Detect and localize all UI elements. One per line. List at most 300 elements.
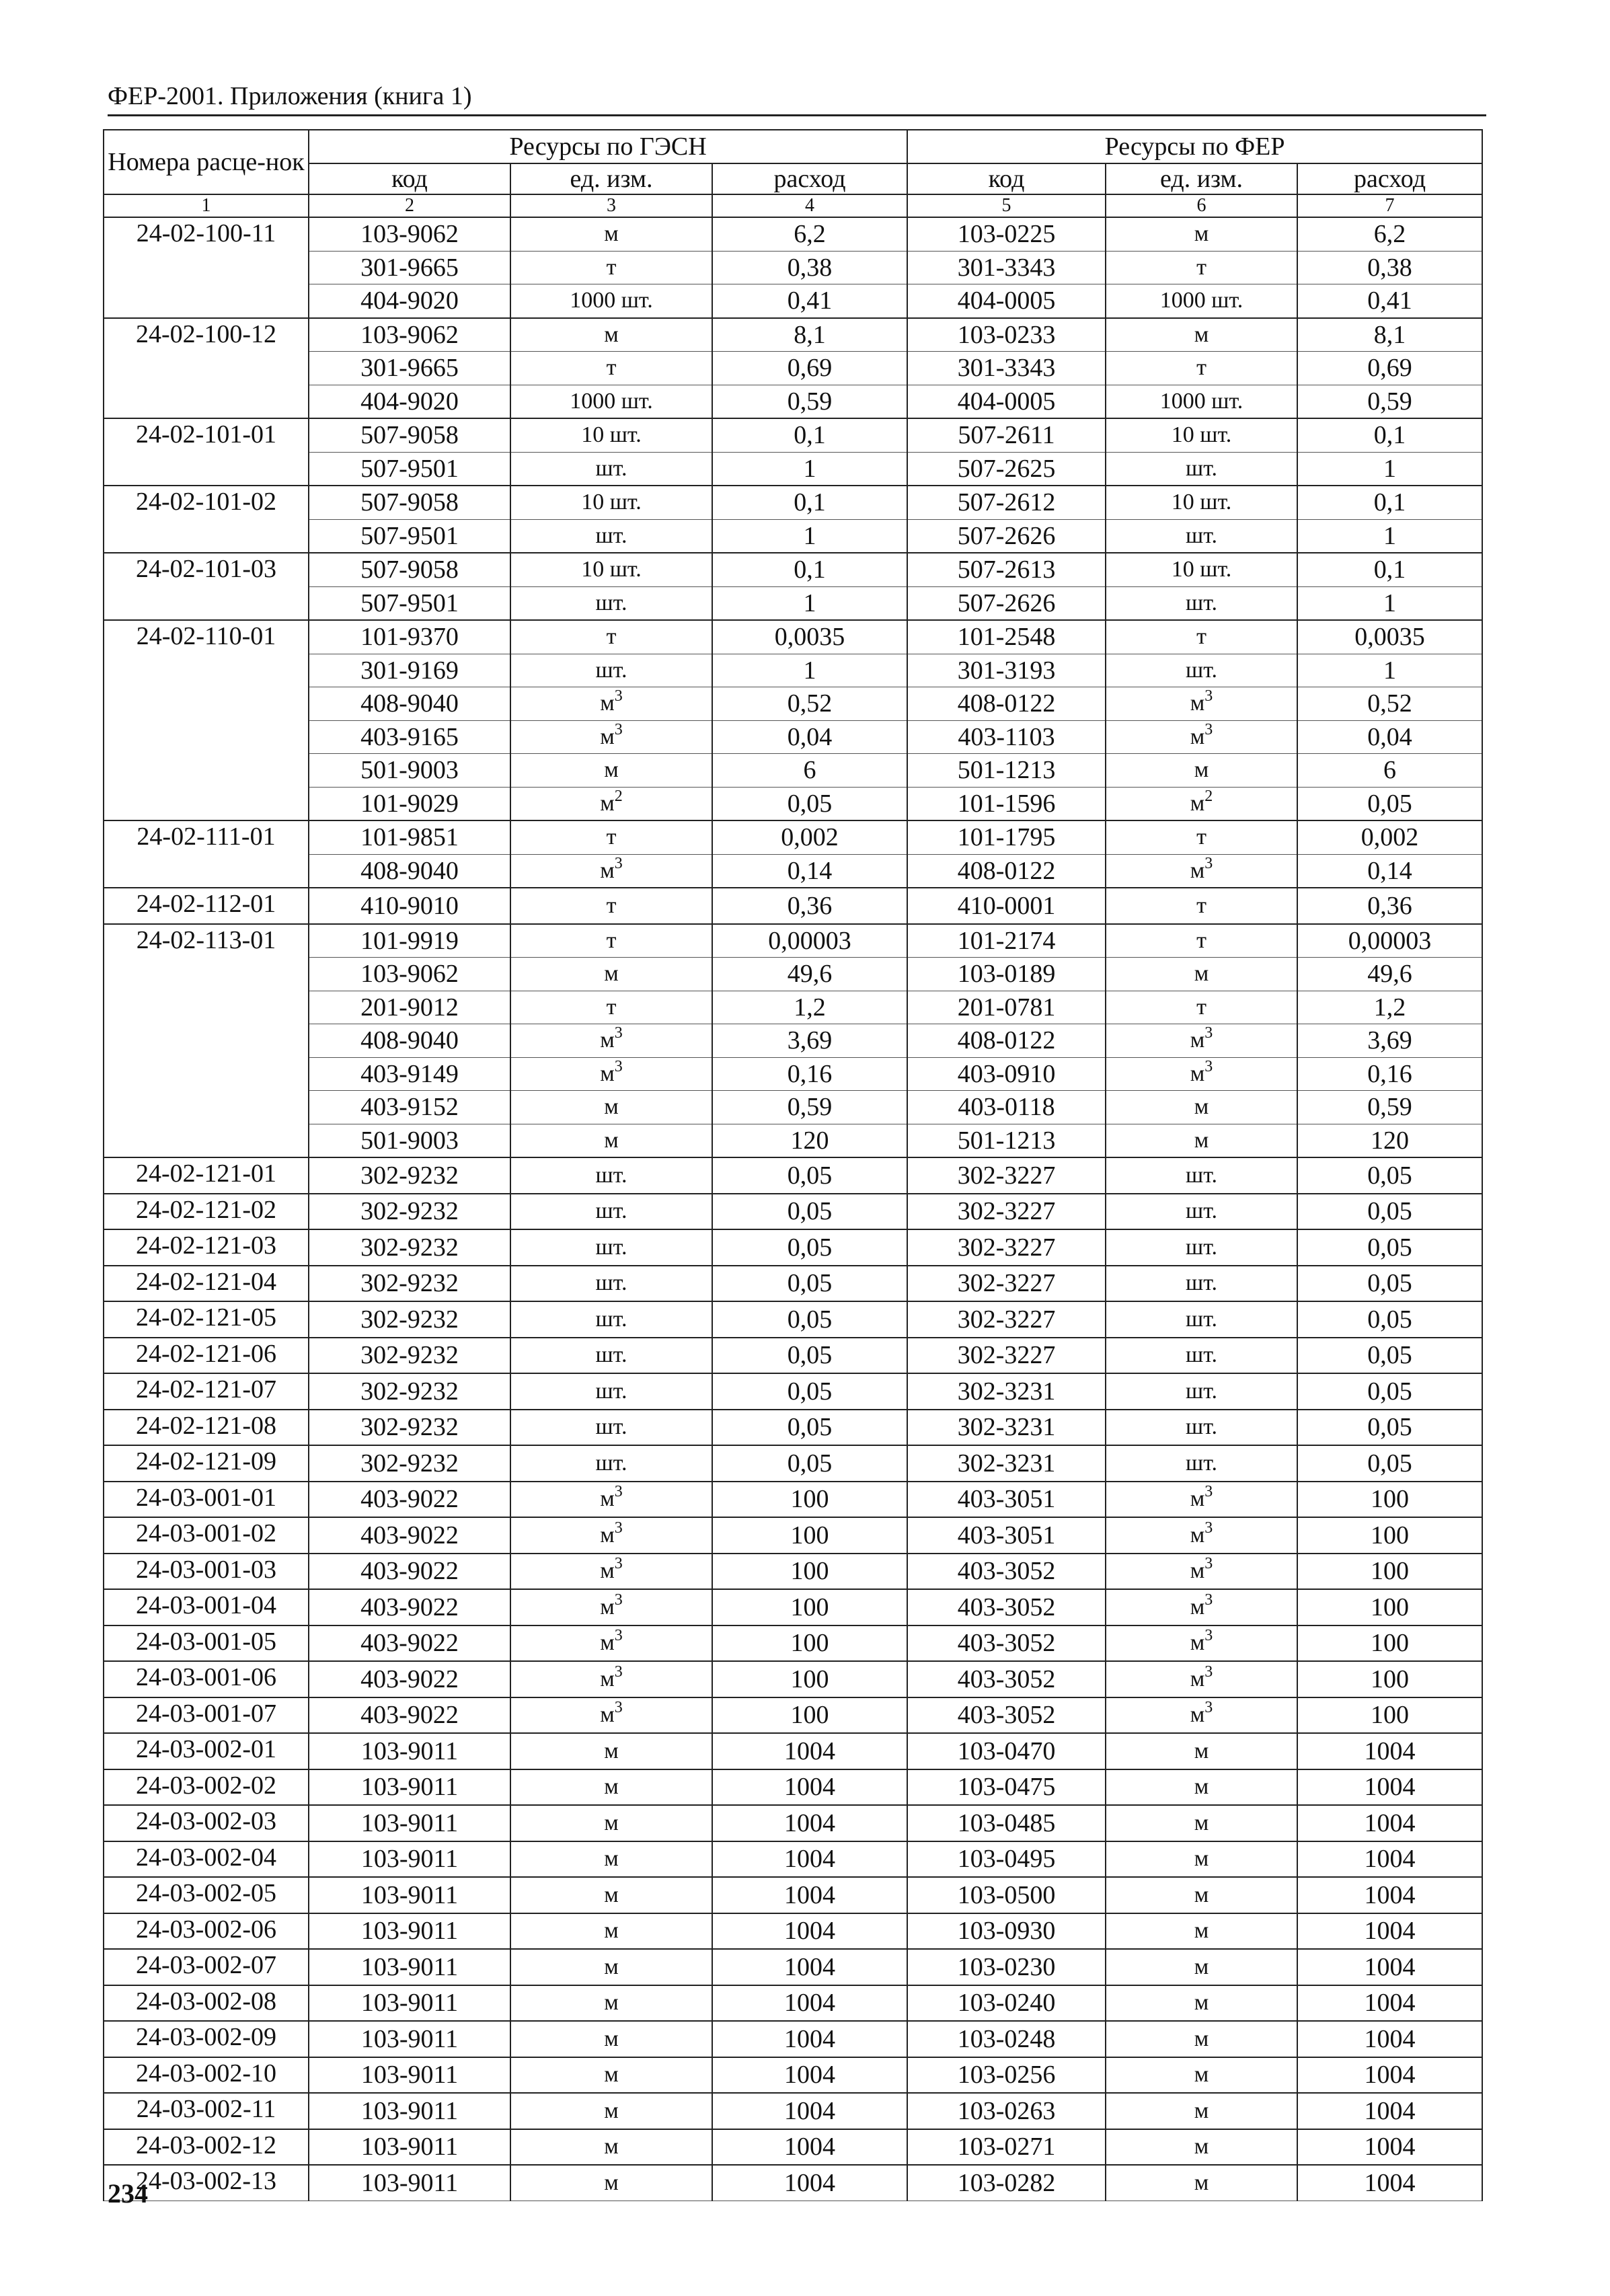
rate-number-cell: 24-02-100-12 <box>104 318 309 419</box>
fer-amount-cell: 0,05 <box>1297 1266 1482 1302</box>
fer-code-cell: 302-3231 <box>907 1445 1106 1482</box>
fer-unit-cell: шт. <box>1106 519 1297 553</box>
fer-unit-cell: шт. <box>1106 1266 1297 1302</box>
gesn-code-cell: 103-9011 <box>309 2129 510 2166</box>
gesn-unit-cell: м <box>510 1733 712 1769</box>
fer-unit-cell: $м^3$ <box>1106 1482 1297 1518</box>
fer-amount-cell: 0,04 <box>1297 720 1482 754</box>
fer-unit-cell: м <box>1106 1124 1297 1157</box>
fer-unit-cell: м <box>1106 2093 1297 2129</box>
fer-code-cell: 103-0230 <box>907 1949 1106 1985</box>
fer-code-cell: 103-0470 <box>907 1733 1106 1769</box>
table-row <box>104 1589 1482 1625</box>
table-row <box>104 385 1482 418</box>
gesn-code-cell: 301-9665 <box>309 251 510 284</box>
fer-amount-cell: 0,05 <box>1297 1229 1482 1266</box>
gesn-unit-cell: $м^3$ <box>510 1554 712 1590</box>
fer-code-header: код <box>907 163 1106 194</box>
gesn-amount-cell: 0,002 <box>712 820 907 854</box>
table-row <box>104 2129 1482 2166</box>
gesn-code-cell: 507-9058 <box>309 486 510 519</box>
table-row <box>104 754 1482 788</box>
gesn-amount-cell: 100 <box>712 1517 907 1554</box>
gesn-unit-cell: м <box>510 1949 712 1985</box>
gesn-code-cell: 410-9010 <box>309 888 510 924</box>
gesn-code-cell: 302-9232 <box>309 1410 510 1446</box>
rate-number-cell: 24-03-001-07 <box>104 1697 309 1734</box>
table-row <box>104 1373 1482 1410</box>
fer-unit-cell: м <box>1106 754 1297 788</box>
fer-code-cell: 302-3231 <box>907 1373 1106 1410</box>
gesn-unit-cell: шт. <box>510 1445 712 1482</box>
fer-amount-cell: 6 <box>1297 754 1482 788</box>
gesn-amount-cell: 1 <box>712 654 907 687</box>
gesn-unit-cell: $м^3$ <box>510 1057 712 1091</box>
page-header: ФЕР-2001. Приложения (книга 1) <box>108 81 1486 116</box>
fer-unit-cell: $м^3$ <box>1106 1661 1297 1697</box>
gesn-code-cell: 103-9011 <box>309 1985 510 2022</box>
gesn-code-cell: 103-9011 <box>309 2165 510 2201</box>
gesn-code-cell: 302-9232 <box>309 1301 510 1338</box>
gesn-amount-cell: 0,38 <box>712 251 907 284</box>
gesn-unit-cell: $м^3$ <box>510 1517 712 1554</box>
fer-code-cell: 403-3052 <box>907 1661 1106 1697</box>
gesn-code-cell: 507-9058 <box>309 553 510 586</box>
column-number: 6 <box>1106 194 1297 217</box>
rate-number-cell: 24-03-002-08 <box>104 1985 309 2022</box>
fer-code-cell: 302-3227 <box>907 1157 1106 1194</box>
gesn-code-header: код <box>309 163 510 194</box>
fer-code-cell: 302-3227 <box>907 1266 1106 1302</box>
fer-amount-cell: 0,05 <box>1297 1445 1482 1482</box>
gesn-unit-cell: $м^3$ <box>510 1625 712 1662</box>
gesn-code-cell: 302-9232 <box>309 1338 510 1374</box>
fer-code-cell: 403-3052 <box>907 1554 1106 1590</box>
fer-unit-cell: шт. <box>1106 1373 1297 1410</box>
fer-unit-cell: м <box>1106 1949 1297 1985</box>
table-row <box>104 958 1482 991</box>
gesn-code-cell: 103-9011 <box>309 1733 510 1769</box>
gesn-unit-cell: шт. <box>510 1338 712 1374</box>
gesn-code-cell: 101-9029 <box>309 787 510 820</box>
rate-number-cell: 24-03-002-05 <box>104 1877 309 1913</box>
fer-unit-cell: м <box>1106 1985 1297 2022</box>
gesn-unit-cell: м <box>510 1913 712 1950</box>
fer-amount-cell: 1004 <box>1297 2129 1482 2166</box>
table-row <box>104 1985 1482 2022</box>
gesn-amount-cell: 1 <box>712 452 907 486</box>
rate-number-cell: 24-03-001-03 <box>104 1554 309 1590</box>
fer-amount-cell: 0,59 <box>1297 1091 1482 1124</box>
fer-unit-cell: т <box>1106 820 1297 854</box>
fer-unit-cell: шт. <box>1106 1410 1297 1446</box>
gesn-amount-cell: 0,14 <box>712 854 907 888</box>
gesn-unit-cell: м <box>510 318 712 352</box>
fer-amount-cell: 1004 <box>1297 1913 1482 1950</box>
table-row <box>104 1949 1482 1985</box>
fer-code-cell: 103-0485 <box>907 1805 1106 1841</box>
resource-table <box>103 129 1483 2201</box>
gesn-amount-cell: 0,00003 <box>712 924 907 958</box>
table-row <box>104 787 1482 820</box>
fer-amount-cell: 3,69 <box>1297 1024 1482 1058</box>
rate-number-cell: 24-02-121-05 <box>104 1301 309 1338</box>
table-row <box>104 2093 1482 2129</box>
fer-unit-cell: м <box>1106 217 1297 251</box>
fer-code-cell: 101-1596 <box>907 787 1106 820</box>
rate-number-cell: 24-03-002-03 <box>104 1805 309 1841</box>
gesn-code-cell: 507-9058 <box>309 418 510 452</box>
gesn-amount-cell: 0,0035 <box>712 620 907 654</box>
fer-unit-cell: 10 шт. <box>1106 418 1297 452</box>
fer-code-cell: 103-0263 <box>907 2093 1106 2129</box>
gesn-unit-cell: м <box>510 1841 712 1878</box>
table-row <box>104 217 1482 251</box>
fer-amount-cell: 0,05 <box>1297 787 1482 820</box>
gesn-amount-cell: 0,05 <box>712 1194 907 1230</box>
rate-number-cell: 24-02-100-11 <box>104 217 309 318</box>
rate-number-cell: 24-03-001-04 <box>104 1589 309 1625</box>
gesn-amount-cell: 120 <box>712 1124 907 1157</box>
fer-code-cell: 103-0233 <box>907 318 1106 352</box>
gesn-unit-cell: м <box>510 2057 712 2094</box>
gesn-amount-cell: 0,04 <box>712 720 907 754</box>
fer-unit-cell: $м^3$ <box>1106 687 1297 721</box>
table-row <box>104 1769 1482 1806</box>
table-row <box>104 1024 1482 1058</box>
rate-number-cell: 24-02-121-09 <box>104 1445 309 1482</box>
gesn-amount-cell: 0,59 <box>712 385 907 418</box>
fer-unit-cell: м <box>1106 1733 1297 1769</box>
fer-code-cell: 101-2174 <box>907 924 1106 958</box>
fer-unit-cell: м <box>1106 1769 1297 1806</box>
gesn-amount-cell: 100 <box>712 1554 907 1590</box>
fer-amount-cell: 0,05 <box>1297 1410 1482 1446</box>
gesn-unit-cell: $м^3$ <box>510 1482 712 1518</box>
rate-number-cell: 24-03-002-13 <box>104 2165 309 2201</box>
fer-unit-cell: $м^3$ <box>1106 1554 1297 1590</box>
rate-number-cell: 24-02-121-01 <box>104 1157 309 1194</box>
fer-unit-cell: 1000 шт. <box>1106 385 1297 418</box>
gesn-unit-cell: т <box>510 352 712 385</box>
gesn-code-cell: 302-9232 <box>309 1266 510 1302</box>
fer-unit-cell: м <box>1106 2165 1297 2201</box>
gesn-unit-cell: шт. <box>510 1410 712 1446</box>
fer-unit-cell: $м^3$ <box>1106 720 1297 754</box>
fer-amount-cell: 0,00003 <box>1297 924 1482 958</box>
column-number: 3 <box>510 194 712 217</box>
fer-code-cell: 103-0930 <box>907 1913 1106 1950</box>
gesn-amount-cell: 100 <box>712 1697 907 1734</box>
gesn-code-cell: 403-9022 <box>309 1554 510 1590</box>
fer-code-cell: 302-3231 <box>907 1410 1106 1446</box>
gesn-amount-cell: 0,05 <box>712 1338 907 1374</box>
fer-amount-cell: 0,05 <box>1297 1373 1482 1410</box>
gesn-code-cell: 201-9012 <box>309 991 510 1024</box>
gesn-code-cell: 403-9022 <box>309 1482 510 1518</box>
fer-amount-cell: 100 <box>1297 1517 1482 1554</box>
fer-unit-cell: м <box>1106 1841 1297 1878</box>
fer-amount-cell: 1004 <box>1297 1805 1482 1841</box>
gesn-unit-cell: т <box>510 991 712 1024</box>
gesn-amount-cell: 1004 <box>712 1805 907 1841</box>
fer-code-cell: 302-3227 <box>907 1194 1106 1230</box>
gesn-amount-cell: 1 <box>712 586 907 620</box>
fer-code-cell: 101-1795 <box>907 820 1106 854</box>
fer-unit-cell: м <box>1106 2021 1297 2057</box>
fer-amount-cell: 1004 <box>1297 1949 1482 1985</box>
fer-unit-cell: шт. <box>1106 1157 1297 1194</box>
gesn-code-cell: 302-9232 <box>309 1194 510 1230</box>
fer-amount-cell: 100 <box>1297 1554 1482 1590</box>
gesn-amount-cell: 49,6 <box>712 958 907 991</box>
fer-unit-cell: $м^3$ <box>1106 1589 1297 1625</box>
rate-number-cell: 24-03-001-02 <box>104 1517 309 1554</box>
fer-code-cell: 404-0005 <box>907 385 1106 418</box>
gesn-unit-cell: $м^3$ <box>510 1589 712 1625</box>
fer-amount-cell: 0,002 <box>1297 820 1482 854</box>
fer-code-cell: 301-3343 <box>907 251 1106 284</box>
gesn-unit-cell: м <box>510 2021 712 2057</box>
rate-number-cell: 24-03-001-01 <box>104 1482 309 1518</box>
fer-unit-cell: $м^3$ <box>1106 1517 1297 1554</box>
fer-unit-cell: т <box>1106 251 1297 284</box>
table-row <box>104 1913 1482 1950</box>
table-row <box>104 1057 1482 1091</box>
rate-number-cell: 24-02-113-01 <box>104 924 309 1158</box>
fer-code-cell: 103-0271 <box>907 2129 1106 2166</box>
fer-code-cell: 403-3052 <box>907 1697 1106 1734</box>
fer-amount-cell: 0,05 <box>1297 1338 1482 1374</box>
fer-amount-cell: 0,69 <box>1297 352 1482 385</box>
gesn-amount-cell: 0,05 <box>712 1229 907 1266</box>
table-row <box>104 1301 1482 1338</box>
gesn-unit-cell: шт. <box>510 452 712 486</box>
table-row <box>104 284 1482 318</box>
gesn-amount-cell: 6,2 <box>712 217 907 251</box>
fer-code-cell: 403-3051 <box>907 1482 1106 1518</box>
gesn-amount-header: расход <box>712 163 907 194</box>
table-row <box>104 720 1482 754</box>
gesn-code-cell: 507-9501 <box>309 519 510 553</box>
fer-code-cell: 201-0781 <box>907 991 1106 1024</box>
table-row <box>104 1877 1482 1913</box>
gesn-unit-cell: м <box>510 217 712 251</box>
fer-amount-cell: 0,59 <box>1297 385 1482 418</box>
rate-number-header: Номера расце-нок <box>104 130 309 194</box>
table-row <box>104 1266 1482 1302</box>
gesn-code-cell: 403-9022 <box>309 1661 510 1697</box>
fer-unit-cell: шт. <box>1106 1301 1297 1338</box>
fer-unit-cell: 10 шт. <box>1106 486 1297 519</box>
table-row <box>104 820 1482 854</box>
gesn-amount-cell: 6 <box>712 754 907 788</box>
fer-amount-cell: 1 <box>1297 654 1482 687</box>
page-number: 234 <box>108 2178 148 2209</box>
fer-unit-cell: $м^3$ <box>1106 854 1297 888</box>
fer-amount-cell: 1004 <box>1297 2021 1482 2057</box>
gesn-code-cell: 101-9370 <box>309 620 510 654</box>
table-row <box>104 1697 1482 1734</box>
gesn-code-cell: 103-9011 <box>309 1841 510 1878</box>
fer-unit-cell: шт. <box>1106 1229 1297 1266</box>
fer-unit-cell: т <box>1106 888 1297 924</box>
fer-unit-cell: м <box>1106 2057 1297 2094</box>
gesn-code-cell: 103-9011 <box>309 1769 510 1806</box>
gesn-amount-cell: 1004 <box>712 1841 907 1878</box>
gesn-code-cell: 302-9232 <box>309 1229 510 1266</box>
fer-amount-cell: 100 <box>1297 1482 1482 1518</box>
rate-number-cell: 24-03-002-02 <box>104 1769 309 1806</box>
table-row <box>104 418 1482 452</box>
fer-amount-cell: 100 <box>1297 1661 1482 1697</box>
rate-number-cell: 24-02-121-08 <box>104 1410 309 1446</box>
fer-amount-cell: 0,1 <box>1297 486 1482 519</box>
fer-code-cell: 507-2626 <box>907 586 1106 620</box>
gesn-code-cell: 403-9022 <box>309 1517 510 1554</box>
fer-code-cell: 302-3227 <box>907 1301 1106 1338</box>
gesn-amount-cell: 0,52 <box>712 687 907 721</box>
fer-amount-cell: 1004 <box>1297 1985 1482 2022</box>
gesn-unit-cell: м <box>510 1769 712 1806</box>
fer-unit-cell: м <box>1106 318 1297 352</box>
fer-unit-cell: 1000 шт. <box>1106 284 1297 318</box>
gesn-unit-cell: $м^3$ <box>510 1661 712 1697</box>
gesn-amount-cell: 0,05 <box>712 787 907 820</box>
table-row <box>104 1625 1482 1662</box>
gesn-code-cell: 408-9040 <box>309 854 510 888</box>
fer-code-cell: 507-2625 <box>907 452 1106 486</box>
table-row <box>104 2021 1482 2057</box>
gesn-unit-cell: $м^3$ <box>510 854 712 888</box>
gesn-unit-cell: шт. <box>510 519 712 553</box>
gesn-amount-cell: 0,1 <box>712 486 907 519</box>
fer-amount-cell: 100 <box>1297 1589 1482 1625</box>
table-row <box>104 1124 1482 1157</box>
fer-code-cell: 507-2612 <box>907 486 1106 519</box>
gesn-unit-cell: м <box>510 2093 712 2129</box>
gesn-amount-cell: 0,41 <box>712 284 907 318</box>
table-row <box>104 1805 1482 1841</box>
rate-number-cell: 24-03-002-01 <box>104 1733 309 1769</box>
gesn-unit-cell: 10 шт. <box>510 486 712 519</box>
rate-number-cell: 24-03-002-11 <box>104 2093 309 2129</box>
gesn-unit-cell: 1000 шт. <box>510 385 712 418</box>
gesn-code-cell: 403-9022 <box>309 1697 510 1734</box>
column-number: 5 <box>907 194 1106 217</box>
column-number: 4 <box>712 194 907 217</box>
gesn-amount-cell: 3,69 <box>712 1024 907 1058</box>
gesn-amount-cell: 100 <box>712 1625 907 1662</box>
gesn-code-cell: 301-9665 <box>309 352 510 385</box>
rate-number-cell: 24-03-002-06 <box>104 1913 309 1950</box>
gesn-amount-cell: 0,05 <box>712 1410 907 1446</box>
table-row <box>104 1229 1482 1266</box>
gesn-unit-cell: м <box>510 754 712 788</box>
gesn-unit-cell: шт. <box>510 1229 712 1266</box>
gesn-amount-cell: 0,1 <box>712 418 907 452</box>
fer-amount-cell: 100 <box>1297 1697 1482 1734</box>
fer-code-cell: 410-0001 <box>907 888 1106 924</box>
table-row <box>104 519 1482 553</box>
gesn-amount-cell: 1004 <box>712 2129 907 2166</box>
rate-number-cell: 24-02-121-07 <box>104 1373 309 1410</box>
fer-unit-cell: шт. <box>1106 1194 1297 1230</box>
gesn-code-cell: 403-9152 <box>309 1091 510 1124</box>
gesn-amount-cell: 1004 <box>712 2093 907 2129</box>
gesn-amount-cell: 1004 <box>712 1877 907 1913</box>
gesn-amount-cell: 100 <box>712 1482 907 1518</box>
fer-amount-cell: 1004 <box>1297 2057 1482 2094</box>
gesn-amount-cell: 1004 <box>712 1949 907 1985</box>
gesn-code-cell: 302-9232 <box>309 1157 510 1194</box>
gesn-unit-header: ед. изм. <box>510 163 712 194</box>
column-number: 1 <box>104 194 309 217</box>
fer-code-cell: 103-0500 <box>907 1877 1106 1913</box>
fer-unit-cell: м <box>1106 1877 1297 1913</box>
fer-code-cell: 408-0122 <box>907 687 1106 721</box>
gesn-unit-cell: т <box>510 820 712 854</box>
fer-code-cell: 103-0189 <box>907 958 1106 991</box>
rate-number-cell: 24-02-101-03 <box>104 553 309 620</box>
gesn-amount-cell: 0,05 <box>712 1373 907 1410</box>
rate-number-cell: 24-02-121-02 <box>104 1194 309 1230</box>
gesn-amount-cell: 1,2 <box>712 991 907 1024</box>
table-row <box>104 1517 1482 1554</box>
gesn-amount-cell: 0,69 <box>712 352 907 385</box>
gesn-unit-cell: т <box>510 251 712 284</box>
fer-amount-cell: 0,05 <box>1297 1194 1482 1230</box>
gesn-code-cell: 408-9040 <box>309 1024 510 1058</box>
fer-unit-cell: шт. <box>1106 654 1297 687</box>
fer-code-cell: 501-1213 <box>907 754 1106 788</box>
table-row <box>104 991 1482 1024</box>
table-row <box>104 586 1482 620</box>
table-row <box>104 251 1482 284</box>
rate-number-cell: 24-02-121-06 <box>104 1338 309 1374</box>
fer-code-cell: 103-0248 <box>907 2021 1106 2057</box>
gesn-amount-cell: 1004 <box>712 1985 907 2022</box>
table-body <box>104 217 1482 2201</box>
gesn-unit-cell: 1000 шт. <box>510 284 712 318</box>
fer-code-cell: 403-3052 <box>907 1589 1106 1625</box>
fer-amount-cell: 1004 <box>1297 1733 1482 1769</box>
fer-amount-cell: 120 <box>1297 1124 1482 1157</box>
gesn-amount-cell: 0,16 <box>712 1057 907 1091</box>
fer-unit-cell: м <box>1106 1805 1297 1841</box>
gesn-code-cell: 103-9011 <box>309 2057 510 2094</box>
fer-amount-cell: 100 <box>1297 1625 1482 1662</box>
fer-code-cell: 403-3052 <box>907 1625 1106 1662</box>
rate-number-cell: 24-03-002-10 <box>104 2057 309 2094</box>
gesn-code-cell: 301-9169 <box>309 654 510 687</box>
gesn-code-cell: 103-9011 <box>309 1949 510 1985</box>
table-row <box>104 1157 1482 1194</box>
gesn-amount-cell: 1004 <box>712 1913 907 1950</box>
table-row <box>104 352 1482 385</box>
gesn-amount-cell: 100 <box>712 1661 907 1697</box>
gesn-amount-cell: 0,1 <box>712 553 907 586</box>
fer-unit-cell: $м^3$ <box>1106 1697 1297 1734</box>
fer-code-cell: 101-2548 <box>907 620 1106 654</box>
fer-amount-cell: 1 <box>1297 519 1482 553</box>
fer-amount-cell: 1,2 <box>1297 991 1482 1024</box>
gesn-unit-cell: $м^3$ <box>510 1024 712 1058</box>
fer-code-cell: 408-0122 <box>907 1024 1106 1058</box>
gesn-amount-cell: 0,36 <box>712 888 907 924</box>
gesn-code-cell: 302-9232 <box>309 1373 510 1410</box>
rate-number-cell: 24-02-110-01 <box>104 620 309 820</box>
